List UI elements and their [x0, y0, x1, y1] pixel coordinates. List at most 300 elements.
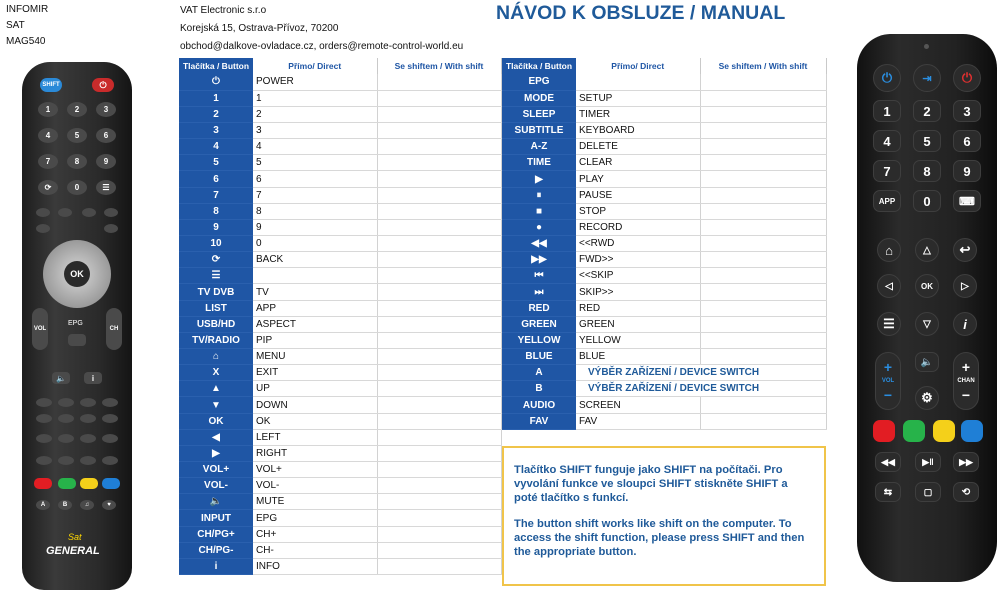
table-row [179, 558, 501, 574]
back-icon: ⟳ [38, 180, 58, 195]
digit-key: 4 [38, 128, 58, 143]
switch-icon: ⇆ [875, 482, 901, 502]
digit-key: 6 [96, 128, 116, 143]
shift-function [377, 171, 501, 187]
direct-function: 6 [253, 171, 377, 187]
button-key: VOL- [179, 478, 253, 494]
menu-icon: ☰ [877, 312, 901, 336]
direct-function: MENU [253, 349, 377, 365]
direct-function: <<RWD [576, 236, 700, 252]
home-icon: ⌂ [877, 238, 901, 262]
a-key: A [36, 500, 50, 510]
small-key [36, 414, 52, 423]
table-row [502, 90, 826, 106]
button-key: TV DVB [179, 284, 253, 300]
small-key [58, 398, 74, 407]
table-row [179, 429, 501, 445]
green-key [903, 420, 925, 442]
input-icon: ⇥ [913, 64, 941, 92]
table-row [502, 332, 826, 348]
button-key: 9 [179, 219, 253, 235]
shift-function [377, 494, 501, 510]
small-key [82, 208, 96, 217]
small-key [58, 414, 74, 423]
digit-key: 5 [67, 128, 87, 143]
direct-function: YELLOW [576, 332, 700, 348]
info-key: i [84, 372, 102, 384]
forward-icon: ▶▶ [953, 452, 979, 472]
button-key: MODE [502, 90, 576, 106]
button-map-table-left [179, 58, 502, 575]
table-row [179, 268, 501, 284]
ok-button: OK [915, 274, 939, 298]
up-arrow-icon: △ [915, 238, 939, 262]
shift-function [700, 219, 826, 235]
table-row [502, 155, 826, 171]
direct-function: 3 [253, 123, 377, 139]
right-arrow-icon: ▷ [953, 274, 977, 298]
button-key: ▲ [179, 381, 253, 397]
shift-function [377, 252, 501, 268]
chan-label: CHAN [957, 378, 975, 384]
table-row [179, 381, 501, 397]
shift-note [502, 446, 826, 586]
shift-function [377, 445, 501, 461]
guide-key [68, 334, 86, 346]
button-key: RED [502, 300, 576, 316]
button-key: ◀ [179, 429, 253, 445]
button-key: 5 [179, 155, 253, 171]
table-header-row [179, 58, 501, 74]
digit-key: 8 [913, 160, 941, 182]
button-key: X [179, 365, 253, 381]
direct-function: KEYBOARD [576, 123, 700, 139]
button-key: ◀◀ [502, 236, 576, 252]
shift-function [700, 123, 826, 139]
repeat-icon: ⟲ [953, 482, 979, 502]
table-row [179, 316, 501, 332]
button-key: 4 [179, 139, 253, 155]
shift-function [377, 381, 501, 397]
button-key: 2 [179, 106, 253, 122]
small-key [102, 456, 118, 465]
button-key: 6 [179, 171, 253, 187]
direct-function: 8 [253, 203, 377, 219]
digit-key: 3 [953, 100, 981, 122]
button-key: TIME [502, 155, 576, 171]
direct-function: PAUSE [576, 187, 700, 203]
button-key: 10 [179, 236, 253, 252]
shift-function [377, 542, 501, 558]
digit-key: 0 [913, 190, 941, 212]
header-shift: Se shiftem / With shift [377, 58, 501, 74]
direct-function: SETUP [576, 90, 700, 106]
button-key: INPUT [179, 510, 253, 526]
table-row [179, 413, 501, 429]
button-key: TV/RADIO [179, 332, 253, 348]
small-key [36, 398, 52, 407]
table-row [179, 155, 501, 171]
direct-function [576, 74, 700, 90]
note-czech: Tlačítko SHIFT funguje jako SHIFT na počítači. Pro vyvolání funkce ve sloupci SHIFT stiskněte SHIFT a poté tlačítko s funkcí. [514, 464, 788, 504]
table-row [502, 268, 826, 284]
digit-key: 1 [873, 100, 901, 122]
device-switch-cell: VÝBĚR ZAŘÍZENÍ / DEVICE SWITCH [576, 365, 826, 381]
digit-key: 9 [953, 160, 981, 182]
table-row [502, 300, 826, 316]
digit-key: 1 [38, 102, 58, 117]
direct-function: VOL+ [253, 462, 377, 478]
power-icon: ⏻ [92, 78, 114, 92]
button-key: ⟳ [179, 252, 253, 268]
table-row [179, 106, 501, 122]
direct-function: SKIP>> [576, 284, 700, 300]
direct-function: RIGHT [253, 445, 377, 461]
shift-function [700, 332, 826, 348]
down-arrow-icon: ▽ [915, 312, 939, 336]
replacement-remote-image [857, 34, 997, 582]
play-pause-icon: ▶‖ [915, 452, 941, 472]
shift-function [700, 397, 826, 413]
table-row [179, 445, 501, 461]
button-key: ▼ [179, 397, 253, 413]
button-key: CH/PG- [179, 542, 253, 558]
shift-function [377, 332, 501, 348]
mute-icon: 🔈 [915, 352, 939, 372]
epg-label: EPG [68, 320, 83, 327]
table-row [179, 300, 501, 316]
shift-function [377, 478, 501, 494]
left-arrow-icon: ◁ [877, 274, 901, 298]
shift-function [377, 462, 501, 478]
shift-function [377, 284, 501, 300]
direct-function: DOWN [253, 397, 377, 413]
direct-function [253, 268, 377, 284]
table-row [502, 252, 826, 268]
button-key: B [502, 381, 576, 397]
ir-led [924, 44, 929, 49]
menu-icon: ☰ [96, 180, 116, 195]
table-row [179, 236, 501, 252]
table-row [502, 236, 826, 252]
power-red-icon: ⏻ [953, 64, 981, 92]
table-row [179, 494, 501, 510]
brand-logo: GENERAL [46, 545, 100, 557]
shift-function [700, 268, 826, 284]
small-key [104, 224, 118, 233]
company-email: obchod@dalkove-ovladace.cz, orders@remote-control-world.eu [180, 41, 464, 52]
table-row [502, 365, 826, 381]
direct-function: 9 [253, 219, 377, 235]
direct-function: RECORD [576, 219, 700, 235]
red-key [34, 478, 52, 489]
shift-function [700, 74, 826, 90]
button-key: A [502, 365, 576, 381]
shift-function [700, 236, 826, 252]
button-key: GREEN [502, 316, 576, 332]
table-row [502, 219, 826, 235]
direct-function: UP [253, 381, 377, 397]
table-row [179, 90, 501, 106]
direct-function: 7 [253, 187, 377, 203]
button-key: YELLOW [502, 332, 576, 348]
shift-function [700, 300, 826, 316]
shift-function [377, 123, 501, 139]
button-key: 8 [179, 203, 253, 219]
direct-function: TIMER [576, 106, 700, 122]
table-row [502, 284, 826, 300]
table-row [179, 397, 501, 413]
direct-function: MUTE [253, 494, 377, 510]
shift-function [700, 187, 826, 203]
shift-function [377, 139, 501, 155]
direct-function: 4 [253, 139, 377, 155]
table-row [179, 478, 501, 494]
small-key [36, 434, 52, 443]
direct-function: LEFT [253, 429, 377, 445]
direct-function: DELETE [576, 139, 700, 155]
header-direct: Přímo/ Direct [253, 58, 377, 74]
table-row [502, 316, 826, 332]
power-blue-icon: ⏻ [873, 64, 901, 92]
small-key [36, 208, 50, 217]
shift-function [700, 349, 826, 365]
vol-label: VOL [881, 378, 895, 384]
device-info [6, 2, 48, 50]
button-key: VOL+ [179, 462, 253, 478]
table-row [179, 349, 501, 365]
yellow-key [80, 478, 98, 489]
shift-function [377, 349, 501, 365]
small-key [80, 398, 96, 407]
table-row [502, 203, 826, 219]
small-key [102, 414, 118, 423]
direct-function: FWD>> [576, 252, 700, 268]
table-row [179, 284, 501, 300]
page-title: NÁVOD K OBSLUZE / MANUAL [496, 2, 786, 24]
table-row [502, 106, 826, 122]
shift-function [377, 90, 501, 106]
button-key: 7 [179, 187, 253, 203]
table-row [179, 462, 501, 478]
direct-function: PIP [253, 332, 377, 348]
button-key: ⏸ [502, 187, 576, 203]
model-label: MAG540 [6, 36, 46, 47]
table-row [179, 332, 501, 348]
music-icon: ♫ [80, 500, 94, 510]
ok-button: OK [64, 261, 90, 287]
table-row [179, 171, 501, 187]
direct-function: STOP [576, 203, 700, 219]
company-address: Korejská 15, Ostrava-Přívoz, 70200 [180, 23, 339, 34]
note-english: The button shift works like shift on the computer. To access the shift function, please press SHIFT and then the appropriate button. [514, 518, 805, 558]
shift-function [700, 139, 826, 155]
direct-function: 2 [253, 106, 377, 122]
table-row [179, 74, 501, 90]
button-key: BLUE [502, 349, 576, 365]
button-key: ▶ [179, 445, 253, 461]
small-key [102, 434, 118, 443]
shift-function [377, 429, 501, 445]
blue-key [961, 420, 983, 442]
button-map-table-right [502, 58, 827, 430]
category-label: SAT [6, 20, 25, 31]
table-row [179, 203, 501, 219]
keyboard-icon: ⌨ [953, 190, 981, 212]
shift-function [377, 316, 501, 332]
rewind-icon: ◀◀ [875, 452, 901, 472]
table-row [179, 252, 501, 268]
digit-key: 2 [913, 100, 941, 122]
digit-key: 5 [913, 130, 941, 152]
direct-function: VOL- [253, 478, 377, 494]
digit-key: 3 [96, 102, 116, 117]
button-key: A-Z [502, 139, 576, 155]
small-key [58, 208, 72, 217]
direct-function: 0 [253, 236, 377, 252]
button-key: ▶▶ [502, 252, 576, 268]
green-key [58, 478, 76, 489]
ch-rocker: + CHAN − [953, 352, 979, 410]
button-key: AUDIO [502, 397, 576, 413]
button-key: ⏭ [502, 284, 576, 300]
direct-function: OK [253, 413, 377, 429]
settings-gear-icon: ⚙ [915, 386, 939, 410]
direct-function: 1 [253, 90, 377, 106]
digit-key: 9 [96, 154, 116, 169]
shift-button: SHIFT [40, 78, 62, 92]
table-row [502, 74, 826, 90]
button-key: EPG [502, 74, 576, 90]
b-key: B [58, 500, 72, 510]
direct-function: BACK [253, 252, 377, 268]
vol-rocker: + VOL − [875, 352, 901, 410]
button-key: ● [502, 219, 576, 235]
shift-function [377, 203, 501, 219]
shift-function [700, 90, 826, 106]
direct-function: <<SKIP [576, 268, 700, 284]
digit-key: 4 [873, 130, 901, 152]
shift-function [377, 300, 501, 316]
button-key: ▶ [502, 171, 576, 187]
shift-function [700, 203, 826, 219]
shift-function [377, 268, 501, 284]
table-row [179, 526, 501, 542]
shift-function [377, 558, 501, 574]
shift-function [377, 219, 501, 235]
table-row [502, 397, 826, 413]
digit-key: 7 [38, 154, 58, 169]
shift-function [377, 365, 501, 381]
shift-function [377, 510, 501, 526]
device-switch-cell: VÝBĚR ZAŘÍZENÍ / DEVICE SWITCH [576, 381, 826, 397]
direct-function: ASPECT [253, 316, 377, 332]
direct-function: TV [253, 284, 377, 300]
table-row [502, 123, 826, 139]
digit-key: 6 [953, 130, 981, 152]
direct-function: FAV [576, 413, 700, 429]
table-row [502, 381, 826, 397]
shift-function [377, 413, 501, 429]
company-name: VAT Electronic s.r.o [180, 5, 267, 16]
direct-function: CH+ [253, 526, 377, 542]
shift-function [377, 155, 501, 171]
button-key: ■ [502, 203, 576, 219]
table-row [179, 542, 501, 558]
direct-function: RED [576, 300, 700, 316]
button-key: i [179, 558, 253, 574]
header-direct: Přímo/ Direct [576, 58, 700, 74]
shift-function [377, 397, 501, 413]
table-header-row [502, 58, 826, 74]
mute-icon: 🔈 [52, 372, 70, 384]
shift-function [377, 236, 501, 252]
direct-function: BLUE [576, 349, 700, 365]
direct-function: APP [253, 300, 377, 316]
small-key [104, 208, 118, 217]
direct-function: INFO [253, 558, 377, 574]
button-key: ⏮ [502, 268, 576, 284]
table-row [502, 187, 826, 203]
company-info [180, 2, 463, 56]
button-key: 3 [179, 123, 253, 139]
digit-key: 7 [873, 160, 901, 182]
small-key [58, 434, 74, 443]
direct-function: EXIT [253, 365, 377, 381]
shift-function [377, 106, 501, 122]
table-row [502, 413, 826, 429]
table-row [179, 139, 501, 155]
table-row [179, 219, 501, 235]
shift-function [700, 106, 826, 122]
shift-function [700, 252, 826, 268]
digit-key: 0 [67, 180, 87, 195]
digit-key: 8 [67, 154, 87, 169]
vol-rocker: VOL [32, 308, 48, 350]
button-key: FAV [502, 413, 576, 429]
direct-function: EPG [253, 510, 377, 526]
app-key: APP [873, 190, 901, 212]
brand-sub-label: Sat [68, 532, 82, 542]
direct-function: SCREEN [576, 397, 700, 413]
direct-function: CLEAR [576, 155, 700, 171]
shift-function [377, 187, 501, 203]
button-key: OK [179, 413, 253, 429]
button-key: SLEEP [502, 106, 576, 122]
shift-function [700, 155, 826, 171]
small-key [80, 414, 96, 423]
stop-icon: ▢ [915, 482, 941, 502]
original-remote-image [22, 62, 132, 590]
shift-function [700, 284, 826, 300]
ch-rocker: CH [106, 308, 122, 350]
button-key: CH/PG+ [179, 526, 253, 542]
small-key [36, 456, 52, 465]
header-button: Tlačítka / Button [502, 58, 576, 74]
small-key [36, 224, 50, 233]
button-key: 1 [179, 90, 253, 106]
header-button: Tlačítka / Button [179, 58, 253, 74]
button-key: USB/HD [179, 316, 253, 332]
shift-function [700, 316, 826, 332]
small-key [80, 456, 96, 465]
shift-function [700, 413, 826, 429]
table-row [179, 365, 501, 381]
table-row [179, 187, 501, 203]
blue-key [102, 478, 120, 489]
direct-function: CH- [253, 542, 377, 558]
table-row [502, 139, 826, 155]
